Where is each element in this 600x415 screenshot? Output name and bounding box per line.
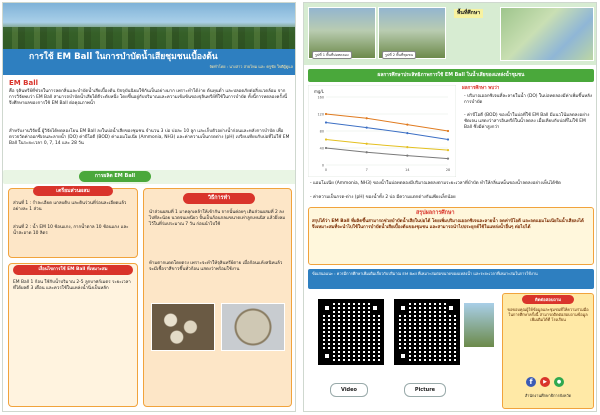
emball-photo-1 [151, 303, 215, 351]
howto-title: วิธีการทำ [183, 193, 255, 204]
qr-corner-2 [370, 303, 380, 313]
chart-y-label: mg/L [314, 89, 325, 94]
chart-point [366, 151, 368, 153]
youtube-icon[interactable]: ▶ [540, 377, 550, 387]
right-page [303, 2, 597, 412]
chart-point [406, 155, 408, 157]
chart-point [447, 149, 449, 151]
authors: จัดทำโดย : นางสาว สายไหม และ ครูชัย ใจดีผู้ดูแล [209, 64, 293, 69]
chart-x-tick: 14 [405, 168, 410, 172]
qr-corner-3 [322, 351, 332, 361]
ingredients-step-2: ส่วนที่ 2 : น้ำ EM 10 ช้อนแกง, กากน้ำตาล 10 ช้อนแกง และน้ำสะอาด 10 ลิตร [13, 225, 129, 236]
video-button[interactable]: Video [330, 383, 368, 397]
chart-x-tick: 7 [365, 168, 368, 172]
line-icon[interactable]: ● [554, 377, 564, 387]
section-title-emball: EM Ball [9, 79, 39, 87]
chart-point [447, 158, 449, 160]
results-title: ผลการศึกษา พบว่า [462, 86, 500, 91]
photo-caption-1: รูปที่ 1 พื้นที่บ่อทดลอง [312, 51, 352, 59]
left-page [2, 2, 296, 412]
chart-y-tick: 0 [321, 163, 324, 168]
chart-x-tick: 28 [445, 168, 451, 172]
title-band [3, 49, 296, 75]
picture-button[interactable]: Picture [404, 383, 446, 397]
chart-point [447, 138, 449, 140]
results-ph: - ค่าความเป็นกรด-ด่าง (pH) ของน้ำทั้ง 2 บ่อ มีความแตกต่างกันเพียงเล็กน้อย [310, 195, 456, 200]
chart-point [325, 113, 327, 115]
chart-y-tick: 40 [319, 146, 324, 151]
photo-caption-2: รูปที่ 2 พื้นที่ชุมชน [382, 51, 416, 59]
intro-paragraph: คือ จุลินทรีย์ที่ช่วยในการลดกลิ่นและบำบัดน้ำเสียเบื้องต้น ปัจจุบันนิยมใช้กันเป็นอย่างมาก เพราะทำได้ง่าย ต้นทุนต่ำ และปลอดภัยต่อสิ่งแวดล้อม จากการวิจัยพบว่า EM Ball สามารถบำบัดน้ำเสียได้ดีระดับหนึ่ง โดยขึ้นอยู่กับปริมาณและความเข้มข้นของจุลินทรีย์ที่ใช้ในการบำบัด ทั้งนี้การทดลองครั้งนี้จึงศึกษาผลของการใช้ EM Ball ต่อคุณภาพน้ำ [9, 89, 287, 106]
qr-corner-5 [446, 303, 456, 313]
contact-text: ขอขอบคุณผู้ให้ข้อมูลและชุมชนที่ให้ความร่วมมือในการศึกษาครั้งนี้ สามารถติดต่อสอบถามข้อมูลเพิ่มเติมได้ที่ โรงเรียน [507, 307, 589, 323]
map-thumbnail [500, 7, 594, 61]
chart-point [325, 121, 327, 123]
summary-title: สรุปผลการศึกษา [416, 210, 455, 216]
location-label: พื้นที่ศึกษา [454, 9, 483, 18]
chart-point [406, 146, 408, 148]
results-bar: ผลการศึกษาประสิทธิภาพการใช้ EM Ball ในน้ำเสียของแหล่งน้ำชุมชน [308, 69, 594, 82]
results-do: - ปริมาณออกซิเจนที่ละลายในน้ำ (DO) ในบ่อทดลองมีค่าเพิ่มขึ้นหลังการบำบัด [464, 94, 592, 105]
qr-corner-4 [398, 303, 408, 313]
usage-title: เงื่อนไขการใช้ EM Ball ที่เหมาะสม [13, 265, 133, 275]
ingredients-title: เตรียมส่วนผสม [33, 186, 113, 196]
page-title: การใช้ EM Ball ในการบำบัดน้ำเสียชุมชนเบื้องต้น [29, 52, 218, 62]
header-trees [3, 27, 296, 51]
chart-point [325, 147, 327, 149]
chart-point [406, 124, 408, 126]
method-summary: สำหรับงานวิจัยนี้ ผู้วิจัยได้ทดลองโยน EM Ball ลงในบ่อน้ำเสียของชุมชน จำนวน 3 บ่อ บ่อละ 10 ลูก และเก็บตัวอย่างน้ำก่อนและหลังการบำบัด เพื่อตรวจวัดค่าออกซิเจนละลายน้ำ (DO) ค่าบีโอดี (BOD) ค่าแอมโมเนีย (Ammonia, NH3) และค่าความเป็นกรดด่าง (pH) เปรียบเทียบกับบ่อที่ไม่ใช้ EM Ball ในระยะเวลา 0, 7, 14 และ 28 วัน [9, 129, 290, 146]
facebook-icon[interactable]: f [526, 377, 536, 387]
howto-text: นำส่วนผสมที่ 1 มาคลุกเคล้าให้เข้ากัน จากนั้นค่อยๆ เติมส่วนผสมที่ 2 ลงไปทีละน้อย นวดจนเหนียว ปั้นเป็นก้อนกลมขนาดเท่าลูกเทนนิส แล้วผึ่งลมไว้ในที่ร่มประมาณ 7 วัน ก่อนนำไปใช้ [149, 210, 286, 227]
chart-point [325, 138, 327, 140]
results-chart [308, 85, 456, 177]
chart-point [366, 143, 368, 145]
chart-y-tick: 160 [317, 95, 324, 100]
howto-text-2: ห้ามตากแดดโดยตรง เพราะจะทำให้จุลินทรีย์ตาย เมื่อก้อนแห้งสนิทแล้วจะมีเชื้อราสีขาวขึ้นทั่วก้อน แสดงว่าพร้อมใช้งาน [149, 261, 283, 272]
chart-y-tick: 120 [317, 112, 324, 117]
production-label: การผลิต EM Ball [79, 171, 151, 182]
note-text: ข้อเสนอแนะ : ควรมีการศึกษาเพิ่มเติมเกี่ยวกับปริมาณ EM Ball ที่เหมาะสมต่อขนาดของแหล่งน้ำ และระยะเวลาที่เหมาะสมในการใช้งาน [312, 271, 538, 276]
contact-title: ติดต่อสอบถาม [522, 295, 574, 304]
summary-text: สรุปได้ว่า EM Ball ที่ผลิตขึ้นสามารถช่วยบำบัดน้ำเสียในบ่อได้ โดยเพิ่มปริมาณออกซิเจนละลายน้ำ ลดค่าบีโอดี และลดแอมโมเนียในน้ำเสียลงได้ จึงเหมาะสมที่จะนำไปใช้ในการบำบัดน้ำเสียเบื้องต้นของชุมชน และสามารถนำไปประยุกต์ใช้ในแหล่งน้ำอื่นๆ ต่อไปได้ [312, 219, 584, 230]
chart-y-tick: 80 [319, 129, 324, 134]
video-thumb [464, 303, 494, 347]
chart-point [406, 132, 408, 134]
chart-point [366, 127, 368, 129]
ingredients-box [8, 188, 138, 258]
emball-photo-2 [221, 303, 285, 351]
usage-text: EM Ball 1 ก้อน ใช้กับน้ำปริมาณ 2-5 ลูกบาศก์เมตร ระยะเวลาที่ได้ผลดี 3 เดือน และควรใช้ในแหล่งน้ำนิ่งเป็นหลัก [13, 280, 131, 291]
qr-corner-1 [322, 303, 332, 313]
results-nh3: - แอมโมเนีย (Ammonia, NH3) ของน้ำในบ่อทดลองมีปริมาณลดลงตามระยะเวลาที่บำบัด ทำให้กลิ่นเหม็นของน้ำลดลงอย่างเห็นได้ชัด [310, 181, 561, 186]
chart-point [366, 117, 368, 119]
chart-x-tick: 0 [324, 168, 328, 172]
chart-point [447, 130, 449, 132]
school-name: สำนักงานศึกษาธิการจังหวัด [524, 393, 572, 398]
qr-corner-6 [398, 351, 408, 361]
ingredients-step-1: ส่วนที่ 1 : รำละเอียด แกลบดิบ และดินร่วนที่ร่อนละเอียดแล้ว อย่างละ 1 ส่วน [13, 201, 127, 212]
results-bod: - ค่าบีโอดี (BOD) ของน้ำในบ่อที่ใช้ EM Ball มีแนวโน้มลดลงอย่างชัดเจน แสดงว่าสารอินทรีย์ในน้ำลดลง เมื่อเทียบกับบ่อที่ไม่ใช้ EM Ball ซึ่งมีค่าสูงกว่า [464, 113, 590, 130]
